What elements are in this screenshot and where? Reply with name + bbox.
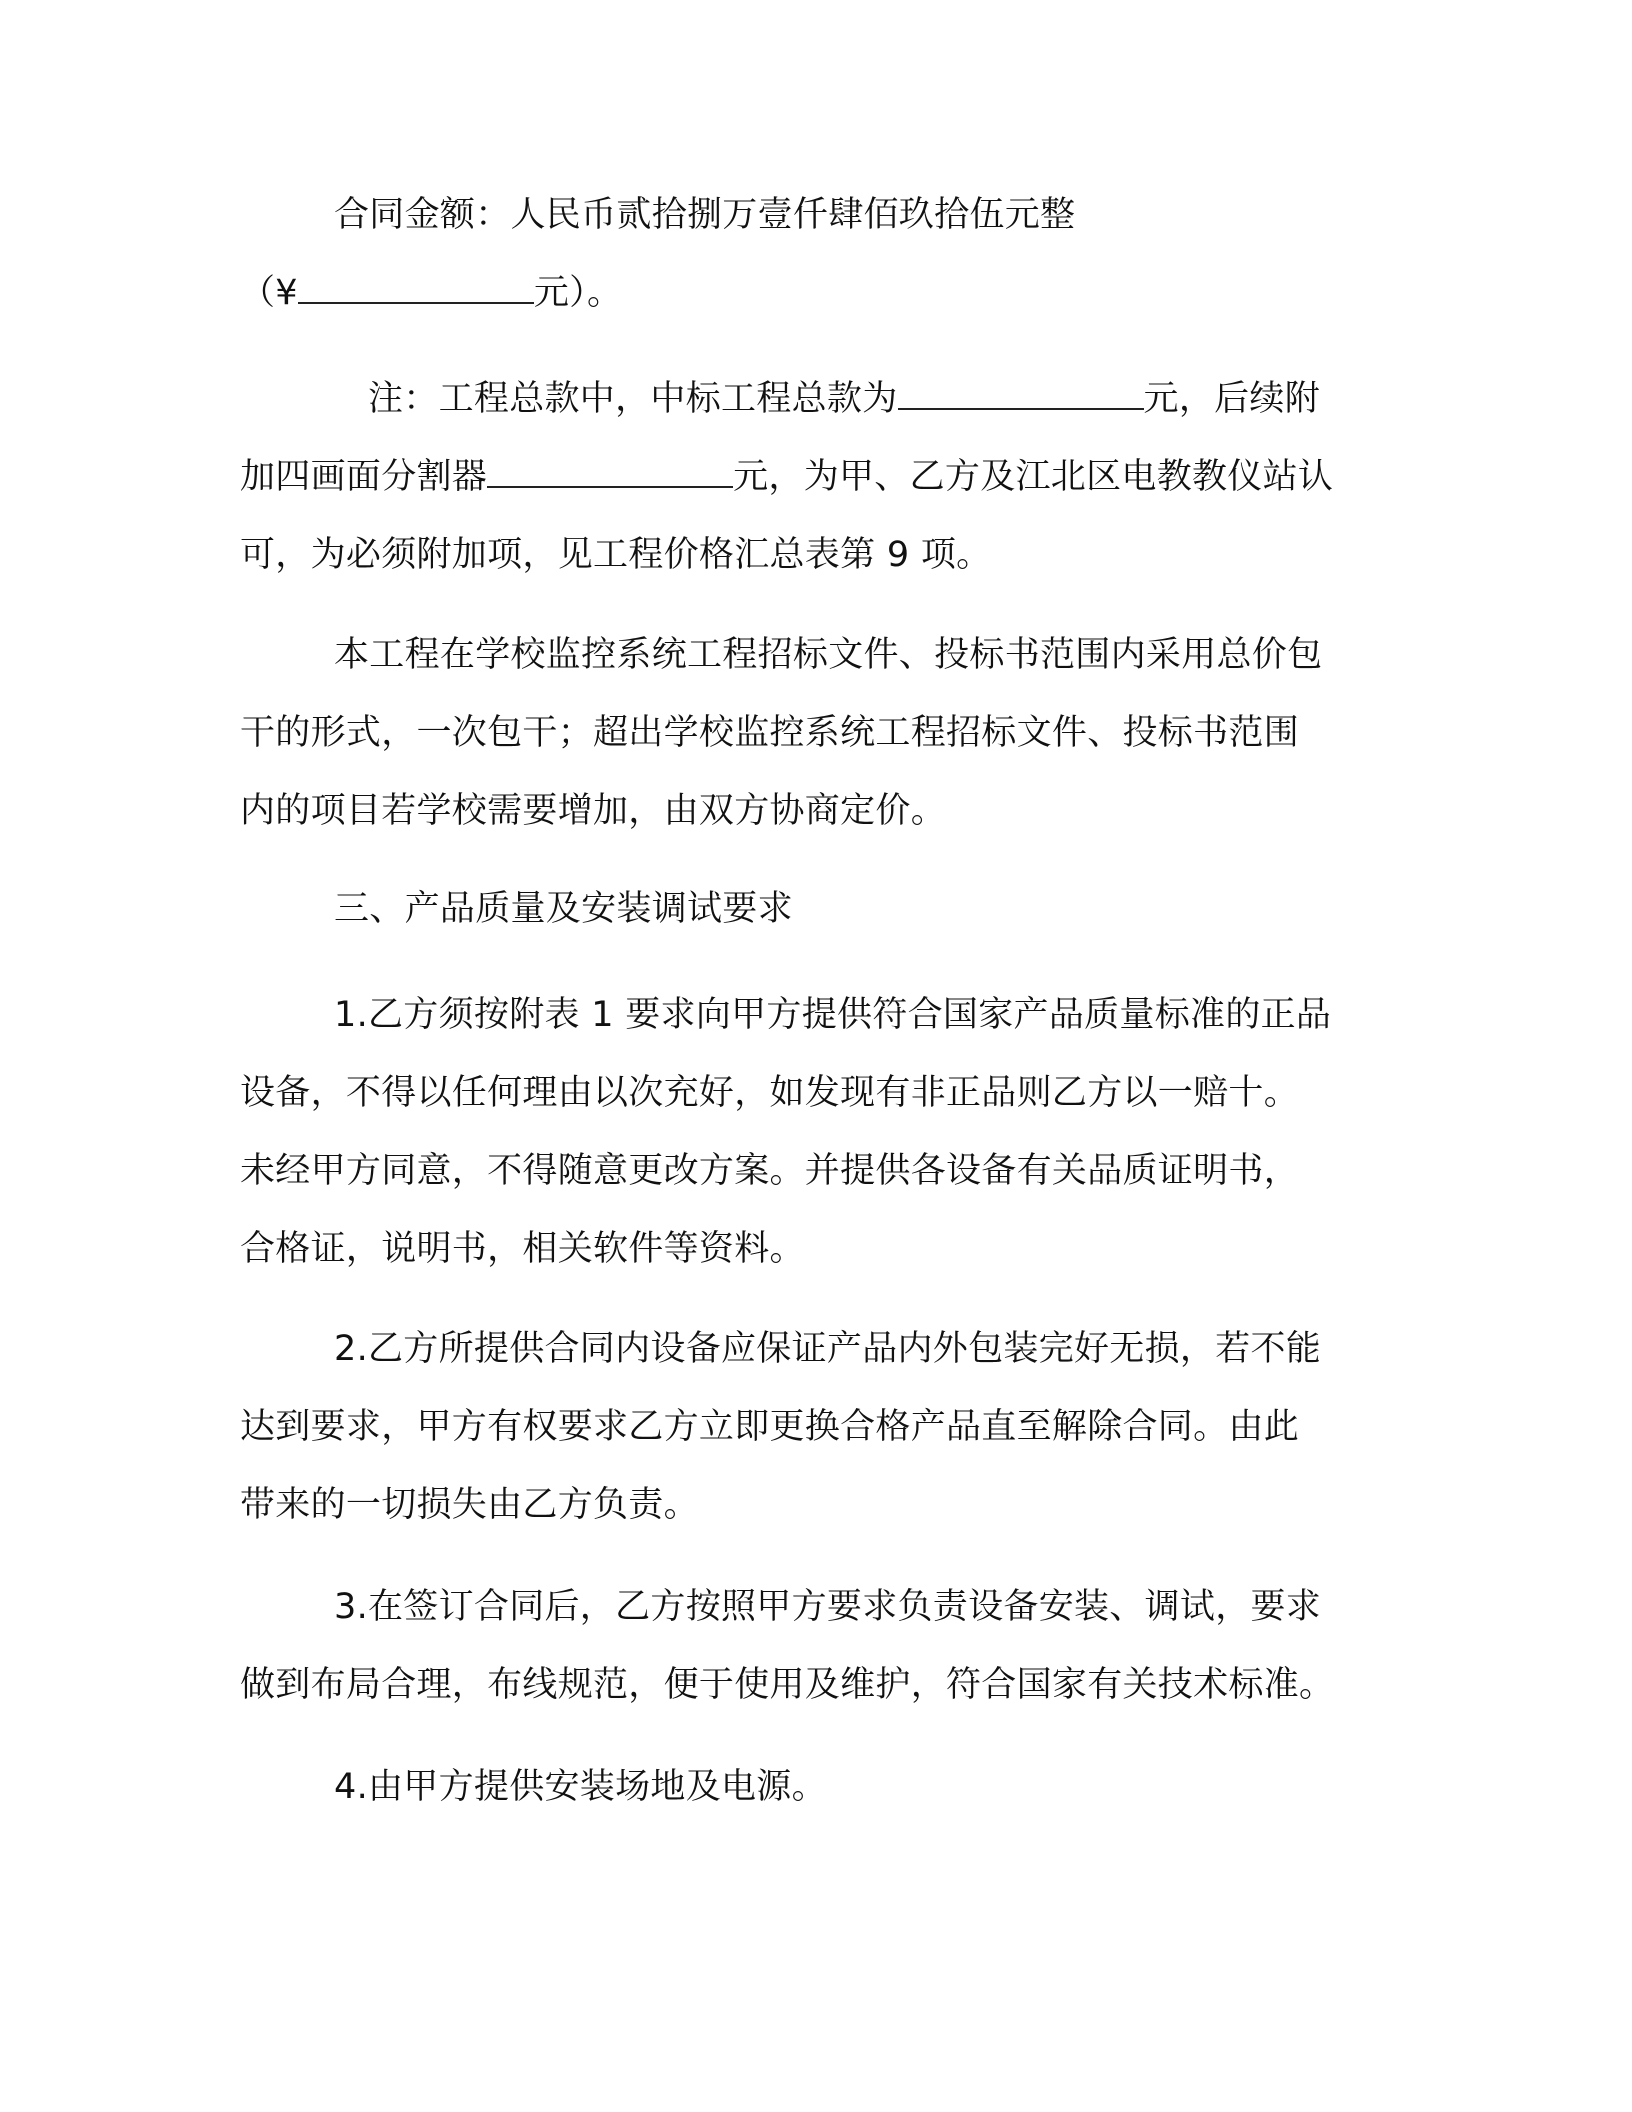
scope-line-2: 干的形式，一次包干；超出学校监控系统工程招标文件、投标书范围	[240, 713, 1300, 753]
splitter-price-blank	[487, 458, 733, 488]
item-3-line-1: 3.在签订合同后，乙方按照甲方要求负责设备安装、调试，要求	[334, 1587, 1322, 1627]
scope-line-3: 内的项目若学校需要增加，由双方协商定价。	[240, 791, 947, 831]
item-4-line-1: 4.由甲方提供安装场地及电源。	[334, 1767, 827, 1807]
item-1-line-4: 合格证，说明书，相关软件等资料。	[240, 1229, 805, 1269]
item-2-paragraph	[240, 1310, 1390, 1544]
item-4-paragraph	[240, 1748, 1390, 1826]
item-1-line-1: 1.乙方须按附表 1 要求向甲方提供符合国家产品质量标准的正品	[334, 995, 1332, 1035]
section-3-heading	[240, 870, 1390, 948]
item-2-line-1: 2.乙方所提供合同内设备应保证产品内外包装完好无损，若不能	[334, 1329, 1322, 1369]
item-2-line-3: 带来的一切损失由乙方负责。	[240, 1485, 699, 1525]
item-1-line-3: 未经甲方同意，不得随意更改方案。并提供各设备有关品质证明书，	[240, 1151, 1300, 1191]
item-3-paragraph	[240, 1568, 1390, 1724]
scope-paragraph	[240, 616, 1390, 850]
note-line-2-suffix: 元，为甲、乙方及江北区电教教仪站认	[733, 457, 1334, 497]
contract-amount-line: 合同金额：人民币贰拾捌万壹仟肆佰玖拾伍元整	[334, 195, 1076, 235]
item-3-line-2: 做到布局合理，布线规范，便于使用及维护，符合国家有关技术标准。	[240, 1665, 1335, 1705]
amount-prefix: （¥	[240, 273, 298, 313]
item-1-line-2: 设备，不得以任何理由以次充好，如发现有非正品则乙方以一赔十。	[240, 1073, 1300, 1113]
note-line-2	[240, 438, 1390, 516]
item-2-line-2: 达到要求，甲方有权要求乙方立即更换合格产品直至解除合同。由此	[240, 1407, 1300, 1447]
note-line-1-prefix: 注：工程总款中，中标工程总款为	[368, 379, 898, 419]
contract-amount-figure-line	[240, 254, 1390, 332]
section-3-heading-text: 三、产品质量及安装调试要求	[334, 889, 793, 929]
scope-line-1: 本工程在学校监控系统工程招标文件、投标书范围内采用总价包	[334, 635, 1323, 675]
note-line-1	[240, 360, 1390, 438]
winning-total-blank	[898, 380, 1144, 410]
amount-blank	[298, 274, 534, 304]
note-line-1-suffix: 元，后续附	[1143, 379, 1321, 419]
item-1-paragraph	[240, 976, 1390, 1288]
note-paragraph	[240, 360, 1390, 594]
contract-amount-paragraph	[240, 176, 1390, 332]
amount-suffix: 元）。	[533, 273, 623, 313]
note-line-3: 可，为必须附加项，见工程价格汇总表第 9 项。	[240, 535, 992, 575]
note-line-2-prefix: 加四画面分割器	[240, 457, 488, 497]
